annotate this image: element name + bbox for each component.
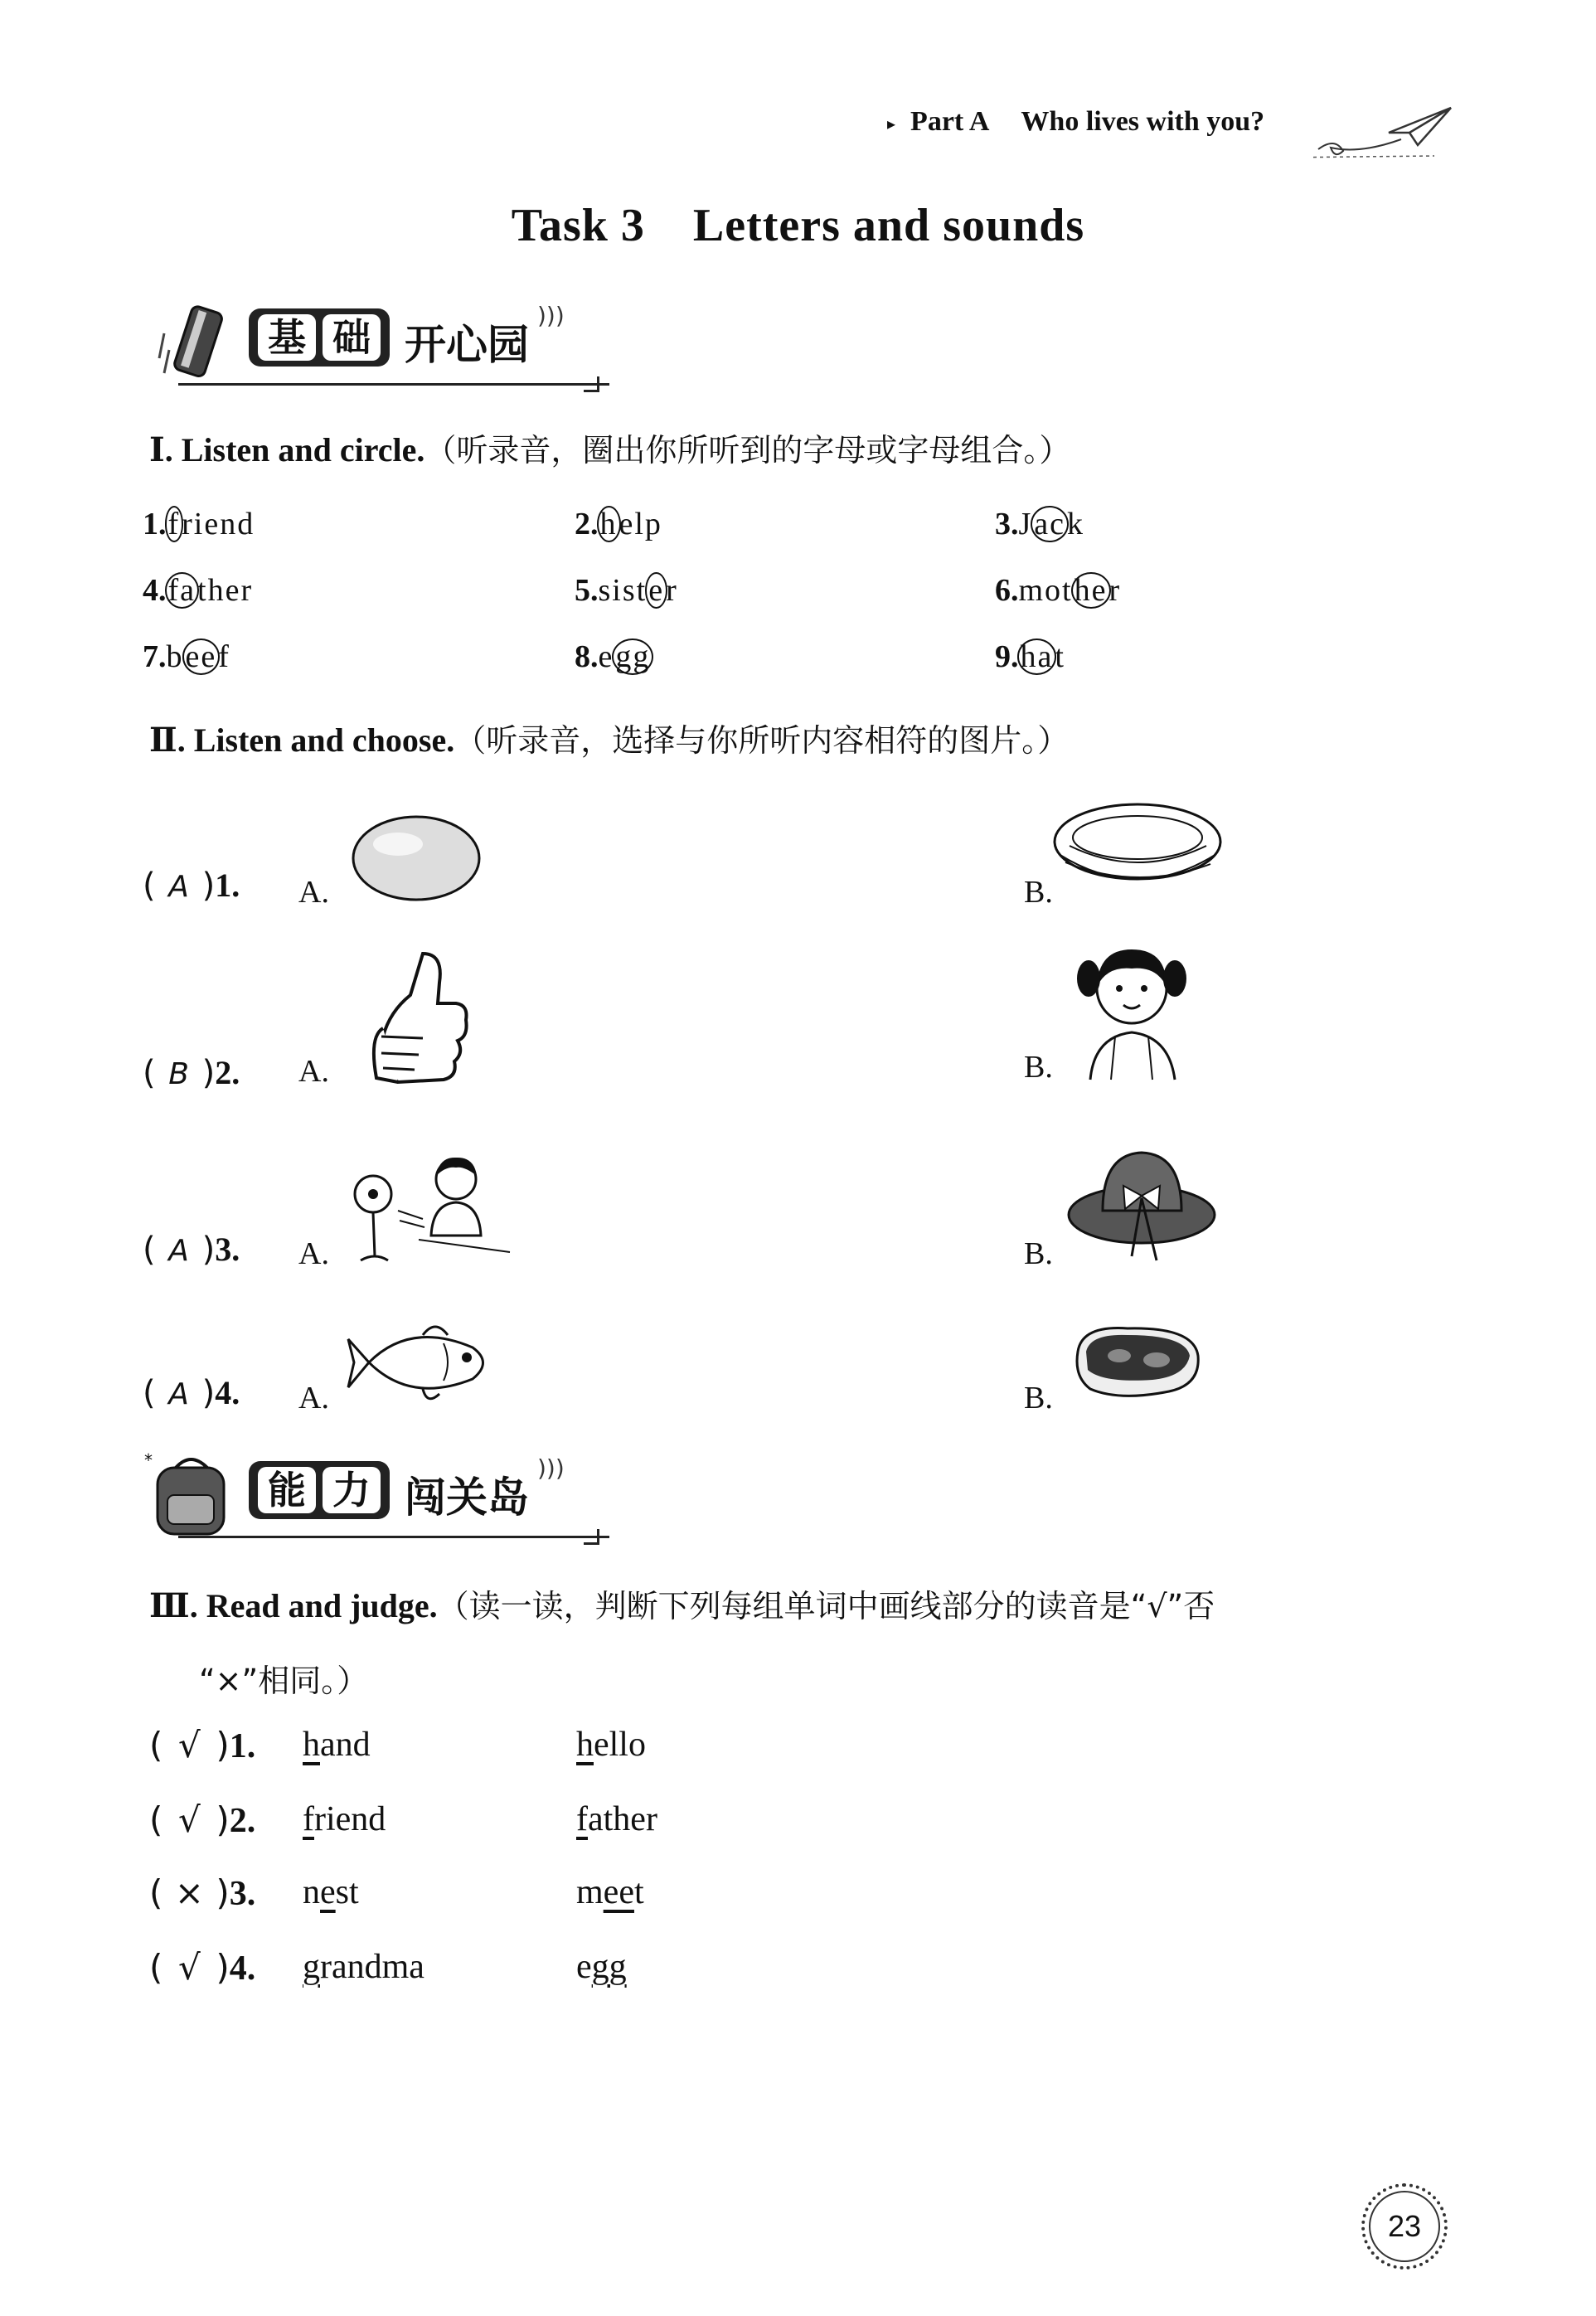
underlined-part: f [303, 1800, 314, 1838]
q1-item [995, 572, 1121, 609]
paren: ( [149, 1725, 163, 1765]
task-name: Letters and sounds [692, 200, 1085, 251]
section-banner-ability [141, 1443, 605, 1542]
q2-label: Ⅱ. Listen and choose. [149, 721, 455, 759]
word-part: mot [1018, 573, 1073, 608]
question-number: 2. [229, 1802, 256, 1840]
q2-row-4: ( A )4. [143, 1374, 240, 1412]
word-part: J [1018, 507, 1033, 541]
option-a-label: A. [298, 1381, 329, 1415]
word-part: ather [588, 1800, 657, 1838]
item-number: 8. [575, 639, 599, 674]
badge-char: 基 [258, 314, 316, 361]
q1-item [143, 572, 253, 609]
word-part: t [1055, 639, 1065, 674]
pencil-icon [158, 300, 249, 391]
task-title [0, 199, 1596, 252]
answer: B [168, 1057, 189, 1091]
question-number: 4. [215, 1374, 240, 1411]
circled-letters: h [597, 506, 621, 542]
q3-row [149, 1947, 627, 1988]
section-badge [249, 308, 390, 367]
section-badge [249, 1461, 390, 1519]
section-name: 开心园 [405, 321, 529, 369]
word-part: riend [314, 1800, 386, 1838]
unit-title: Who lives with you? [1021, 106, 1265, 137]
word-part: elp [619, 507, 662, 541]
fish-image [344, 1314, 497, 1410]
question-number: 1. [215, 867, 240, 904]
judge-mark: √ [178, 1799, 201, 1840]
sound-wave-icon: ))) [537, 302, 565, 329]
circled-letters: ac [1031, 506, 1069, 542]
option-b-label: B. [1024, 1050, 1053, 1085]
word-part: st [335, 1873, 359, 1911]
badge-char: 础 [323, 314, 381, 361]
divider [178, 383, 609, 386]
question-number: 4. [229, 1949, 256, 1988]
badge-char: 能 [258, 1467, 316, 1513]
word-part: randma [320, 1948, 424, 1986]
circled-letters: gg [612, 638, 653, 675]
paren: ( [149, 1799, 163, 1840]
q3-label: Ⅲ. Read and judge. [149, 1587, 438, 1624]
circled-letters: ee [182, 638, 221, 675]
triangle-icon: ▸ [887, 114, 896, 134]
judge-mark: √ [178, 1947, 201, 1988]
q1-instruction [149, 425, 1070, 470]
option-b-label: B. [1024, 1236, 1053, 1271]
q1-item [143, 506, 255, 542]
judge-mark: √ [178, 1725, 201, 1765]
hot-boy-fan-image [348, 1144, 514, 1273]
underlined-part: ee [603, 1873, 634, 1911]
option-a-label: A. [298, 1054, 329, 1089]
word-part: b [166, 639, 184, 674]
item-number: 3. [995, 507, 1019, 541]
q1-label: Ⅰ. Listen and circle. [149, 431, 425, 469]
underlined-part: h [576, 1726, 594, 1764]
option-b-label: B. [1024, 1381, 1053, 1415]
q3-instruction [149, 1580, 1215, 1626]
q1-cn: （听录音，圈出你所听到的字母或字母组合。） [424, 432, 1071, 469]
q3-row [149, 1872, 644, 1914]
word-part: e [576, 1948, 592, 1986]
item-number: 5. [575, 573, 599, 608]
item-number: 1. [143, 507, 167, 541]
answer: A [168, 870, 189, 904]
section-name: 闯关岛 [405, 1474, 529, 1522]
paren: ( [149, 1872, 163, 1913]
word-part: riend [182, 507, 255, 541]
circled-letters: he [1071, 572, 1111, 609]
question-number: 2. [215, 1054, 240, 1091]
q1-item [575, 506, 662, 542]
word-part: r [1108, 573, 1122, 608]
word-part: ther [197, 573, 254, 608]
q2-row-2: ( B )2. [143, 1054, 240, 1092]
word [303, 1872, 359, 1912]
circled-letters: e [645, 572, 667, 609]
q2-cn: （听录音，选择与你所听内容相符的图片。） [454, 722, 1070, 759]
underlined-part: gg [591, 1948, 627, 1986]
q1-item [575, 572, 678, 609]
word-part: k [1067, 507, 1085, 541]
item-number: 4. [143, 573, 167, 608]
word-part: sist [598, 573, 648, 608]
word-part: ello [594, 1726, 646, 1764]
option-a-label: A. [298, 875, 329, 910]
word-part: and [320, 1726, 371, 1764]
underlined-part: g [303, 1948, 320, 1986]
underlined-part: h [303, 1726, 320, 1764]
thumbs-up-image [365, 945, 473, 1090]
word [576, 1947, 627, 1987]
badge-char: 力 [323, 1467, 381, 1513]
word [576, 1799, 657, 1839]
word-part: n [303, 1873, 320, 1911]
q3-row [149, 1725, 646, 1766]
item-number: 7. [143, 639, 167, 674]
q3-instruction-cont [199, 1655, 368, 1701]
svg-text:*: * [144, 1450, 153, 1470]
corner-mark [584, 376, 599, 392]
circled-letters: ha [1017, 638, 1057, 675]
backpack-icon [143, 1449, 242, 1541]
option-a-label: A. [298, 1236, 329, 1271]
paren: ) [216, 1799, 230, 1840]
task-number: Task 3 [511, 200, 645, 251]
q1-item [575, 638, 652, 675]
option-b-label: B. [1024, 875, 1053, 910]
paren: ) [216, 1947, 230, 1988]
question-number: 1. [229, 1727, 256, 1765]
q1-item [995, 638, 1065, 675]
question-number: 3. [215, 1231, 240, 1268]
corner-mark [584, 1529, 599, 1545]
hat-image [1065, 1144, 1219, 1269]
q1-item [143, 638, 230, 675]
paper-plane-icon [1310, 100, 1459, 166]
page-number-badge [1361, 2183, 1448, 2270]
q2-row-3: ( A )3. [143, 1231, 240, 1269]
running-header [887, 106, 1264, 138]
word-part: r [666, 573, 678, 608]
paren: ) [216, 1872, 230, 1913]
q3-cn2: “×”相同。） [199, 1663, 369, 1699]
q3-cn: （读一读，判断下列每组单词中画线部分的读音是“√”否 [437, 1588, 1215, 1624]
judge-mark: × [174, 1872, 204, 1913]
section-banner-basic [141, 290, 605, 390]
word [576, 1872, 644, 1912]
item-number: 2. [575, 507, 599, 541]
word-part: t [633, 1873, 644, 1911]
underlined-part: f [576, 1800, 588, 1838]
paren: ( [149, 1947, 163, 1988]
q1-item [995, 506, 1084, 542]
item-number: 9. [995, 639, 1019, 674]
sound-wave-icon: ))) [537, 1454, 565, 1482]
circled-letters: fa [165, 572, 200, 609]
nest-image [1049, 796, 1227, 900]
answer: A [168, 1377, 189, 1411]
egg-image [348, 813, 489, 904]
q3-row [149, 1799, 657, 1841]
q2-row-1: ( A )1. [143, 867, 240, 905]
answer: A [168, 1234, 189, 1268]
divider [178, 1536, 609, 1538]
word [303, 1799, 386, 1839]
circled-letters: f [165, 506, 184, 542]
paren: ) [216, 1725, 230, 1765]
word-part: e [598, 639, 614, 674]
page-number: 23 [1387, 2209, 1422, 2243]
q2-instruction [149, 715, 1069, 760]
underlined-part: e [320, 1873, 336, 1911]
word [576, 1725, 646, 1765]
question-number: 3. [229, 1875, 256, 1913]
part-label: Part A [910, 106, 990, 137]
word [303, 1947, 424, 1987]
word [303, 1725, 371, 1765]
girl-image [1074, 937, 1190, 1082]
item-number: 6. [995, 573, 1019, 608]
word-part: m [576, 1873, 604, 1911]
beef-image [1070, 1318, 1206, 1410]
word-part: f [218, 639, 230, 674]
